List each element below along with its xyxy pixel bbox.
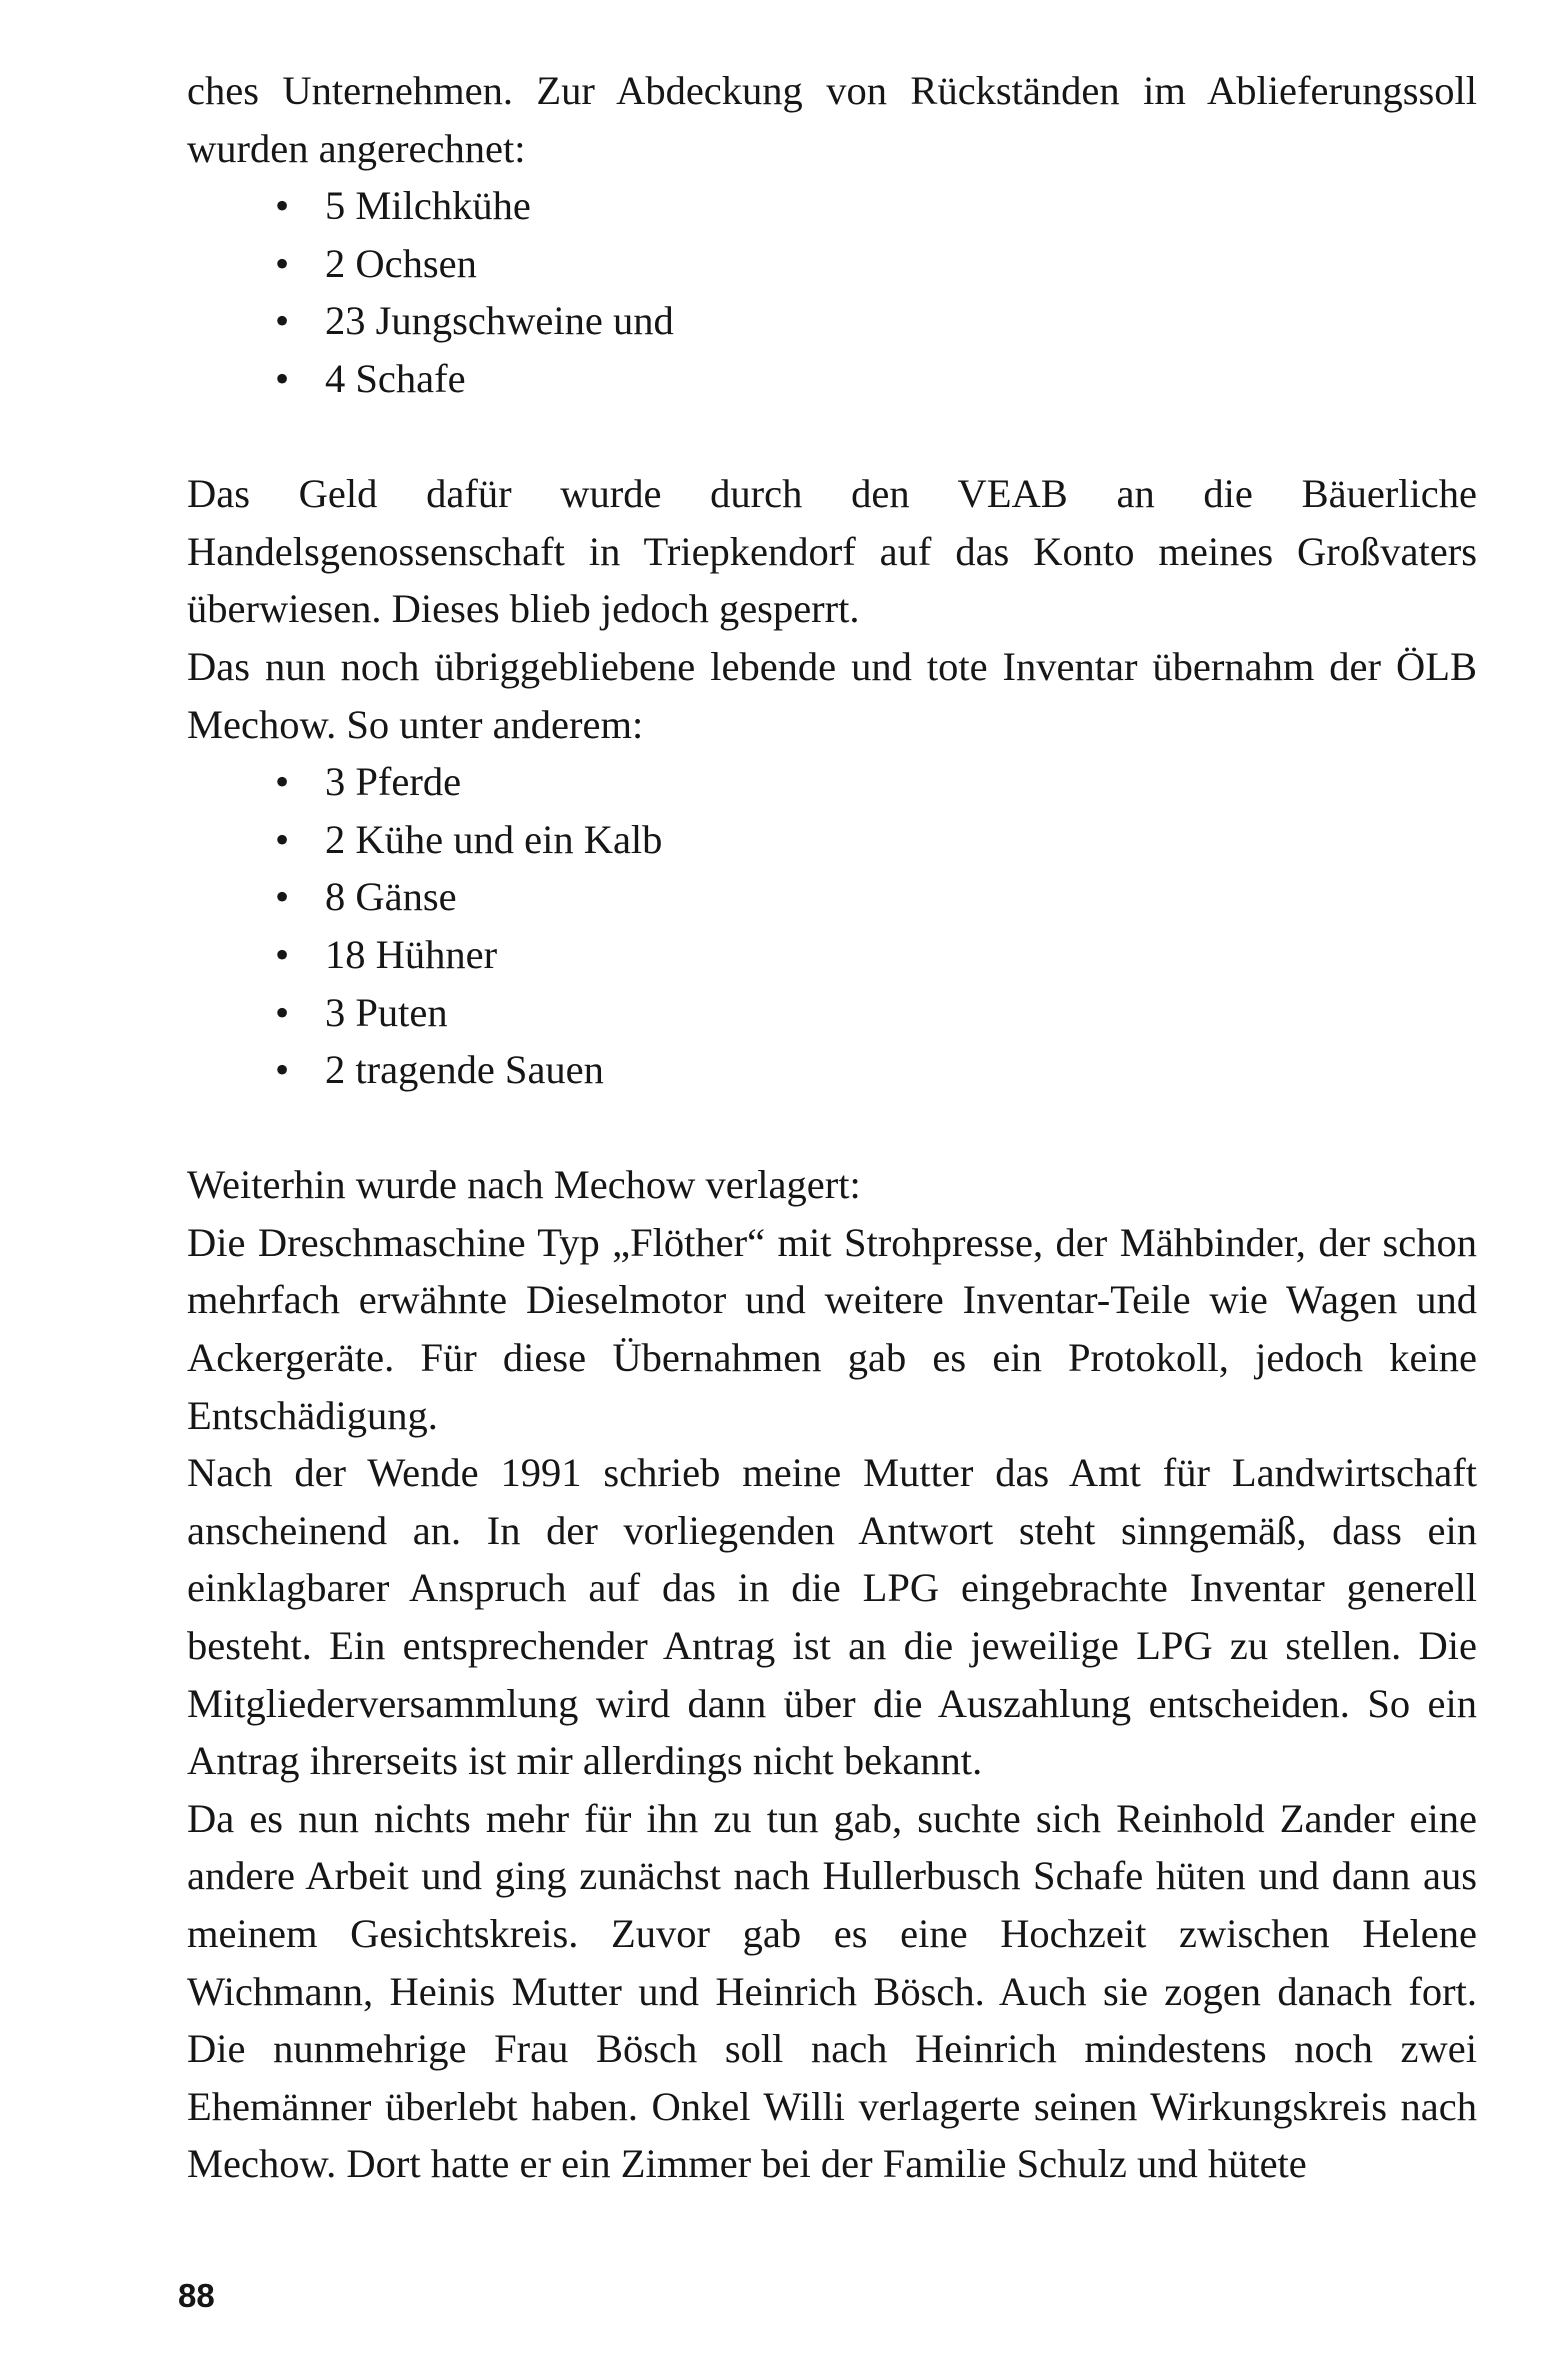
page-number: 88 — [178, 2277, 215, 2314]
list-item: • 23 Jungschweine und — [275, 292, 1477, 350]
livestock-list — [187, 177, 1477, 407]
paragraph-inventar: Das nun noch übriggebliebene lebende und tote Inventar übernahm der ÖLB Mechow. So unter anderem: — [187, 643, 1477, 747]
list-item: • 18 Hühner — [275, 926, 1477, 984]
list-item: • 5 Milchkühe — [275, 177, 1477, 235]
paragraph-gap — [187, 1099, 1477, 1157]
inventory-list — [187, 753, 1477, 1099]
paragraph-geld: Das Geld dafür wurde durch den VEAB an die Bäuerliche Handelsgenossenschaft in Triepkendorf auf das Konto meines Großvaters überwiesen. Dieses blieb jedoch gesperrt. — [187, 471, 1477, 632]
list-item: • 8 Gänse — [275, 868, 1477, 926]
list-item: • 2 Ochsen — [275, 235, 1477, 293]
paragraph-weiterhin: Weiterhin wurde nach Mechow verlagert: — [187, 1162, 861, 1208]
paragraph-wende: Nach der Wende 1991 schrieb meine Mutter das Amt für Landwirtschaft anscheinend an. In der vorliegenden Antwort steht sinngemäß, dass ein einklagbarer Anspruch auf das in die LPG eingebrachte Inventar generell besteht. Ein entsprechender Antrag ist an die jeweilige LPG zu stellen. Die Mitgliederversammlung wird dann über die Auszahlung entscheiden. So ein Antrag ihrerseits ist mir allerdings nicht bekannt. — [187, 1450, 1477, 1784]
list-item: • 2 tragende Sauen — [275, 1041, 1477, 1099]
list-item: • 4 Schafe — [275, 350, 1477, 408]
paragraph-dreschmaschine: Die Dreschmaschine Typ „Flöther“ mit Strohpresse, der Mähbinder, der schon mehrfach erwähnte Dieselmotor und weitere Inventar-Teile wie Wagen und Ackergeräte. Für diese Übernahmen gab es ein Protokoll, jedoch keine Entschädigung. — [187, 1219, 1477, 1438]
list-item: • 3 Puten — [275, 984, 1477, 1042]
list-item: • 3 Pferde — [275, 753, 1477, 811]
list-item: • 2 Kühe und ein Kalb — [275, 811, 1477, 869]
body-text — [187, 62, 1477, 2193]
paragraph-ablieferungssoll: ches Unternehmen. Zur Abdeckung von Rückständen im Ablieferungssoll wurden angerechnet: — [187, 68, 1477, 171]
paragraph-gap — [187, 408, 1477, 466]
paragraph-zander: Da es nun nichts mehr für ihn zu tun gab, suchte sich Reinhold Zander eine andere Arbeit und ging zunächst nach Hullerbusch Schafe hüten und dann aus meinem Gesichtskreis. Zuvor gab es eine Hochzeit zwischen Helene Wichmann, Heinis Mutter und Heinrich Bösch. Auch sie zogen danach fort. Die nunmehrige Frau Bösch soll nach Heinrich mindestens noch zwei Ehemänner überlebt haben. Onkel Willi verlagerte seinen Wirkungskreis nach Mechow. Dort hatte er ein Zimmer bei der Familie Schulz und hütete — [187, 1795, 1477, 2187]
